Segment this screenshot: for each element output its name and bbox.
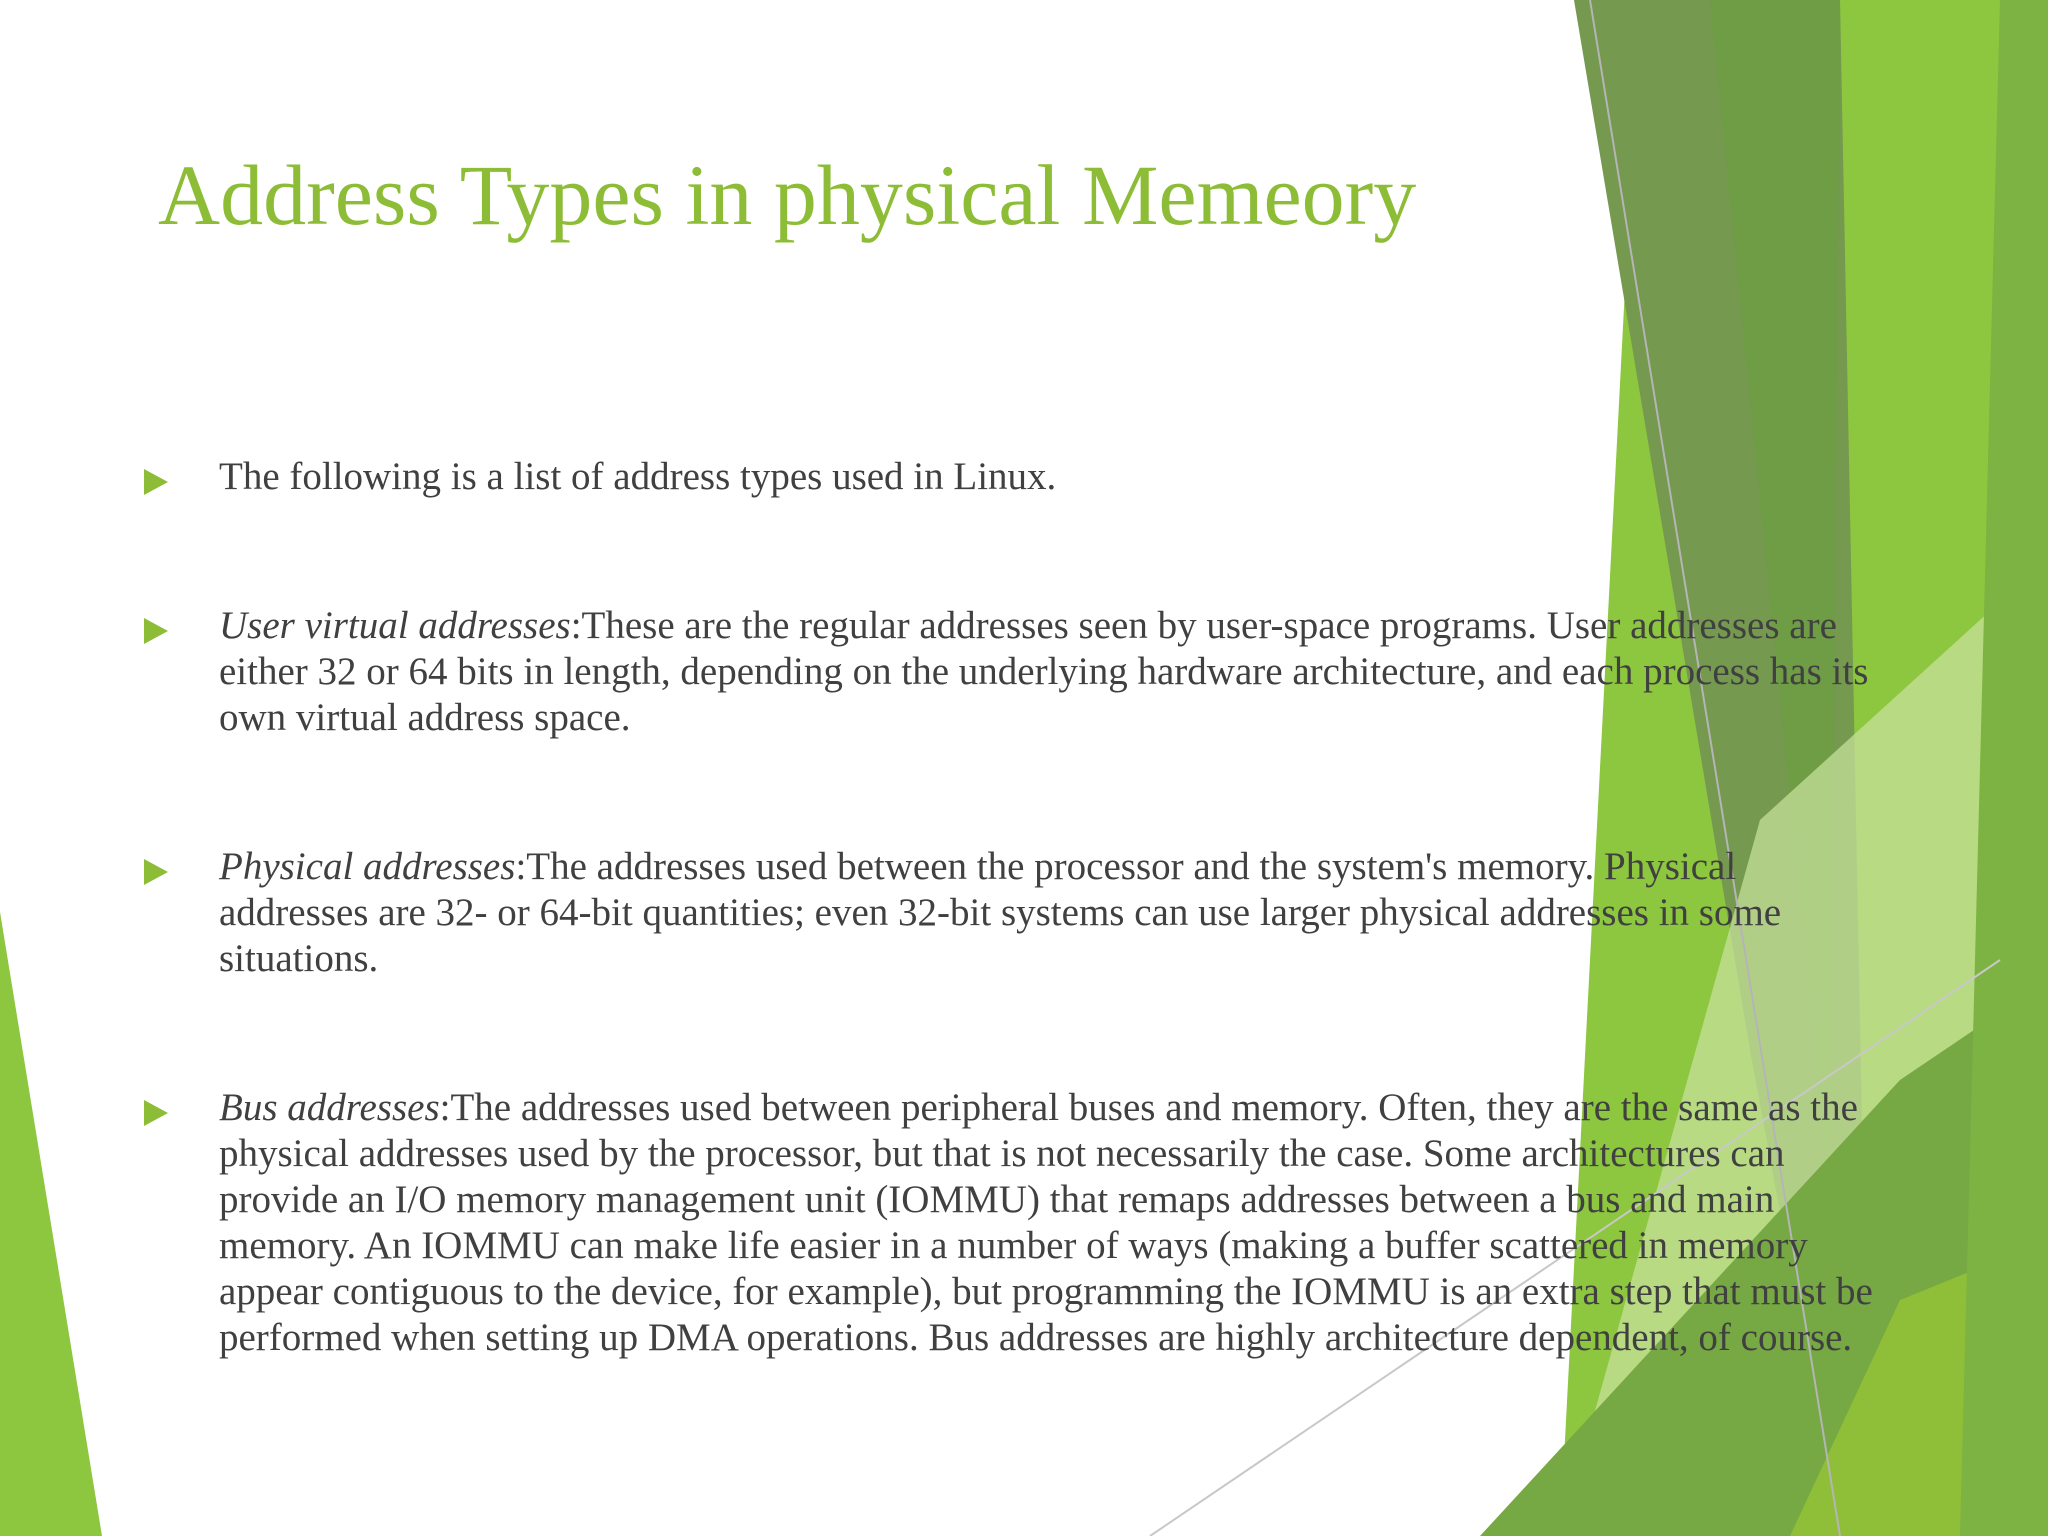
bullet-body: :These are the regular addresses seen by user-space programs. User addresses are either 32 or 64 bits in length, depending on the underlying hardware architecture, and each process has its own virtual address space.	[219, 604, 1869, 739]
left-accent-shape	[0, 912, 102, 1536]
triangle-bullet-icon	[144, 1100, 168, 1126]
bullet-term: Physical addresses	[219, 845, 516, 888]
bullet-text	[219, 844, 1879, 982]
bullet-body: The following is a list of address types used in Linux.	[219, 455, 1057, 498]
bullet-text	[219, 1085, 1879, 1361]
bullet-term: Bus addresses	[219, 1086, 440, 1129]
bullet-text	[219, 603, 1879, 741]
slide-title: Address Types in physical Memeory	[158, 147, 1417, 243]
bullet-body: :The addresses used between the processor and the system's memory. Physical addresses are 32- or 64-bit quantities; even 32-bit systems can use larger physical addresses in some situations.	[219, 845, 1782, 980]
triangle-bullet-icon	[144, 859, 168, 885]
triangle-bullet-icon	[144, 618, 168, 644]
bullet-body: :The addresses used between peripheral buses and memory. Often, they are the same as the physical addresses used by the processor, but that is not necessarily the case. Some architectures can provide an I/O memory management unit (IOMMU) that remaps addresses between a bus and main memory. An IOMMU can make life easier in a number of ways (making a buffer scattered in memory appear contiguous to the device, for example), but programming the IOMMU is an extra step that must be performed when setting up DMA operations. Bus addresses are highly architecture dependent, of course.	[219, 1086, 1873, 1359]
bullet-text	[219, 454, 1879, 500]
triangle-bullet-icon	[144, 469, 168, 495]
bullet-term: User virtual addresses	[219, 604, 571, 647]
